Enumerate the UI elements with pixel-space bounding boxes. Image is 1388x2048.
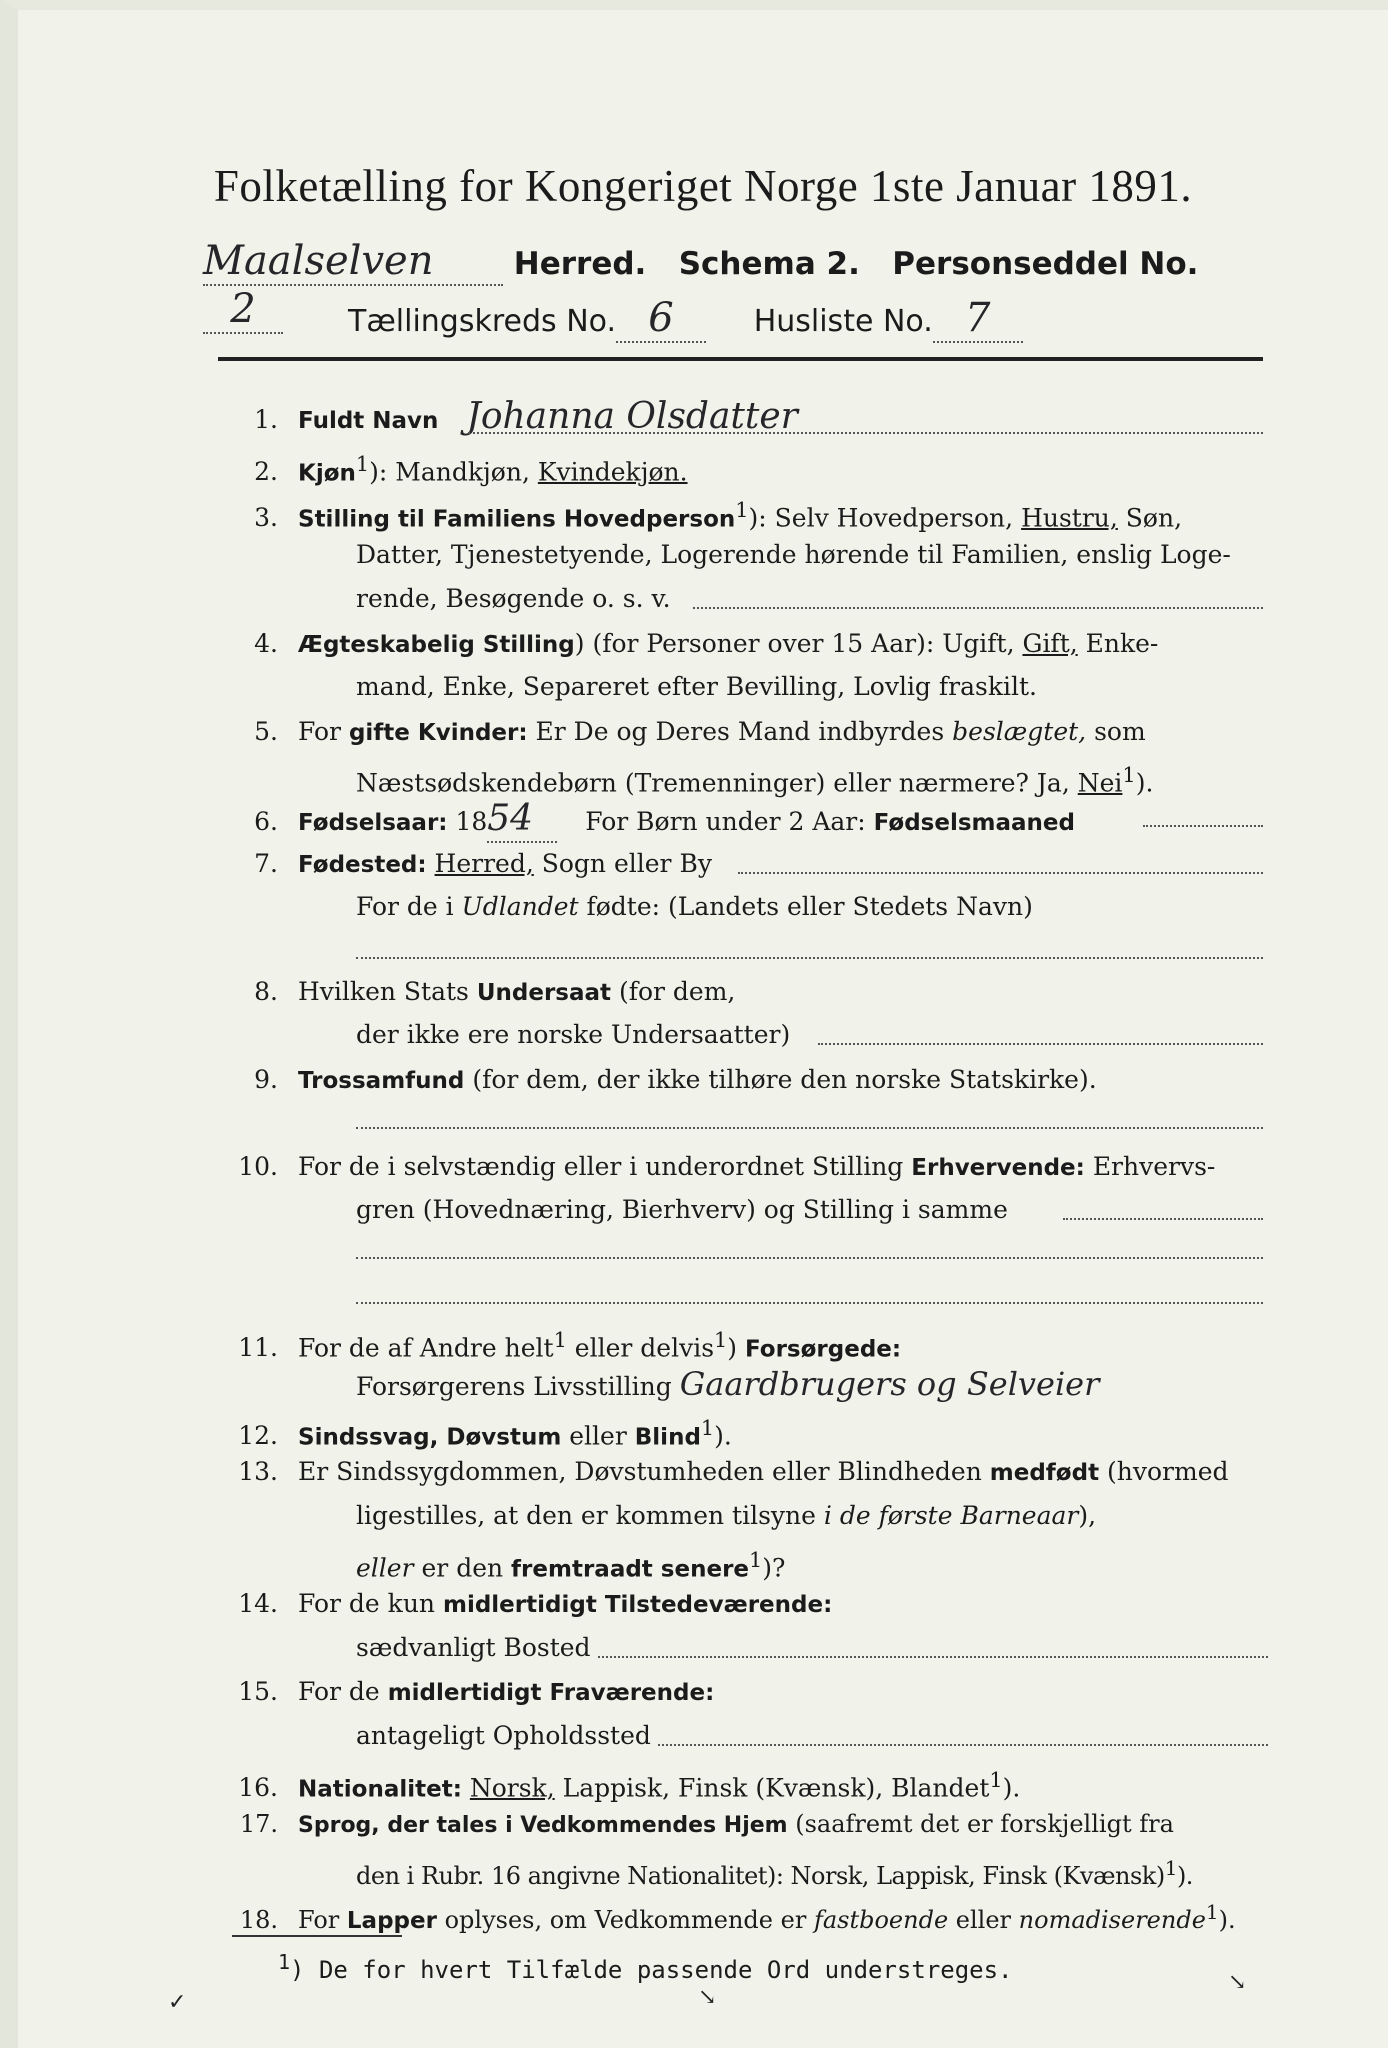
fill-line: [738, 870, 1263, 874]
item-label: Fødselsaar:: [298, 810, 448, 836]
item-text: er den: [421, 1553, 504, 1583]
item-text: ).: [1176, 1862, 1193, 1890]
item-text: eller: [955, 1906, 1012, 1934]
item-text: (hvormed: [1107, 1457, 1229, 1486]
full-name-value[interactable]: Johanna Olsdatter: [466, 396, 798, 437]
footnote-ref: 1: [749, 1548, 763, 1572]
municipality-value[interactable]: Maalselven: [203, 238, 503, 286]
item-label: Sprog, der tales i Vedkommendes Hjem: [298, 1813, 788, 1838]
item-14-line-2: sædvanligt Bosted: [356, 1633, 591, 1662]
footnote-ref: 1: [735, 498, 749, 522]
item-text: Søn,: [1125, 503, 1183, 533]
item-text: den i Rubr. 16 angivne Nationalitet): Norsk, Lappisk, Finsk (Kvænsk): [356, 1862, 1165, 1890]
item-text: ).: [1135, 768, 1154, 798]
birth-month-line: [1143, 823, 1263, 827]
item-text: (for dem, der ikke tilhøre den norske Statskirke).: [472, 1065, 1097, 1094]
item-emphasis: eller: [356, 1553, 414, 1583]
fill-line: [658, 1742, 1268, 1746]
fill-line: [356, 955, 1263, 959]
footnote-text: ) De for hvert Tilfælde passende Ord understreges.: [290, 1956, 1013, 1984]
option-gift[interactable]: Gift,: [1022, 629, 1078, 658]
item-emphasis: beslægtet,: [952, 717, 1087, 746]
item-text: ):: [369, 457, 396, 487]
footnote-ref: 1: [553, 1328, 567, 1352]
item-label: Ægteskabelig Stilling: [298, 632, 575, 658]
item-number: 14.: [238, 1589, 278, 1618]
item-label: Nationalitet:: [298, 1776, 462, 1803]
item-1: [218, 395, 1268, 443]
item-number: 5.: [254, 717, 278, 746]
header-divider: [218, 357, 1263, 361]
item-3-line-3: [356, 577, 671, 621]
fill-line: [356, 1125, 1263, 1129]
item-text: For de af Andre helt: [298, 1333, 554, 1363]
item-number: 18.: [239, 1906, 278, 1934]
item-text: fødte: (Landets eller Stedets Navn): [586, 892, 1033, 921]
item-text: Hvilken Stats: [298, 977, 469, 1006]
item-17: [218, 1802, 1268, 1848]
fill-line: [356, 1255, 1263, 1259]
item-label: midlertidigt Fraværende:: [387, 1680, 715, 1706]
item-7: [218, 842, 1268, 887]
item-8-line-2: der ikke ere norske Undersaatter): [356, 1020, 791, 1049]
item-emphasis: nomadiserende: [1018, 1906, 1206, 1934]
footnote-ref: 1: [700, 1416, 715, 1440]
item-text: For: [298, 1906, 340, 1934]
item-text: Erhvervs-: [1092, 1152, 1216, 1181]
footnote-ref: 1: [989, 1768, 1003, 1792]
personseddel-label: Personseddel No.: [892, 246, 1199, 282]
full-name-line: [468, 430, 1263, 434]
option-hustru[interactable]: Hustru,: [1021, 503, 1118, 533]
item-4: [218, 622, 1268, 667]
tick-mark: ✓: [168, 1990, 187, 2015]
item-number: 4.: [254, 629, 278, 658]
item-text: ): Selv Hovedperson,: [748, 503, 1014, 533]
item-number: 15.: [238, 1677, 278, 1706]
provider-occupation-value[interactable]: Gaardbrugers og Selveier: [679, 1365, 1100, 1403]
item-label: Stilling til Familiens Hovedperson: [298, 506, 736, 533]
kreds-number[interactable]: 6: [616, 295, 706, 343]
birth-year-value[interactable]: 54: [487, 797, 557, 843]
personseddel-number[interactable]: 2: [203, 286, 283, 334]
item-text: ) (for Personer over 15 Aar): Ugift,: [574, 629, 1015, 658]
item-15-line-2: antageligt Opholdssted: [356, 1721, 651, 1750]
item-emphasis: Udlandet: [461, 892, 579, 921]
item-number: 10.: [238, 1152, 278, 1181]
option-herred[interactable]: Herred,: [434, 849, 534, 878]
item-text: ).: [714, 1421, 732, 1451]
item-number: 9.: [254, 1065, 278, 1094]
item-text: ),: [1078, 1501, 1097, 1530]
item-text: ).: [1218, 1906, 1236, 1934]
item-13: [218, 1450, 1268, 1495]
item-text: rende, Besøgende o. s. v.: [356, 584, 671, 613]
item-5: [218, 710, 1268, 755]
item-text: Enke-: [1085, 629, 1159, 658]
fill-line: [1063, 1216, 1263, 1220]
item-text: (for dem,: [618, 977, 736, 1006]
item-text: For de: [298, 1677, 380, 1706]
item-number: 16.: [238, 1773, 278, 1803]
item-text: eller: [569, 1421, 627, 1451]
fill-line: [356, 1300, 1263, 1304]
item-label: Forsørgede:: [745, 1336, 902, 1363]
item-label: midlertidigt Tilstedeværende:: [442, 1592, 833, 1618]
husliste-number[interactable]: 7: [933, 295, 1023, 343]
footnote-marker: 1: [278, 1950, 291, 1974]
item-number: 1.: [254, 405, 278, 434]
item-text: ).: [1002, 1773, 1021, 1803]
footnote: [278, 1950, 1013, 1984]
item-text: Sogn eller By: [541, 849, 712, 878]
item-emphasis: i de første Barneaar: [823, 1501, 1079, 1530]
item-3-line-2: Datter, Tjenestetyende, Logerende hørende til Familien, enslig Loge-: [356, 540, 1231, 569]
item-label: gifte Kvinder:: [348, 720, 528, 746]
item-text: oplyses, om Vedkommende er: [444, 1906, 807, 1934]
item-label: Sindssvag, Døvstum: [298, 1424, 562, 1451]
item-label: medfødt: [989, 1460, 1100, 1486]
item-label: Fuldt Navn: [298, 408, 439, 434]
item-text: eller delvis: [574, 1333, 715, 1363]
item-label: Lapper: [346, 1908, 437, 1934]
kreds-label: Tællingskreds No.: [348, 304, 616, 339]
item-number: 7.: [254, 849, 278, 878]
item-label: Undersaat: [476, 980, 612, 1006]
item-text: Er De og Deres Mand indbyrdes: [535, 717, 945, 746]
item-14: [218, 1582, 1268, 1627]
item-text: For de i: [356, 892, 454, 921]
year-prefix: 18: [455, 807, 488, 836]
herred-label: Herred.: [513, 246, 647, 282]
item-number: 3.: [254, 503, 278, 533]
item-text: Lappisk, Finsk (Kvænsk), Blandet: [562, 1773, 990, 1803]
fill-line: [693, 605, 1263, 609]
item-text: For Børn under 2 Aar:: [585, 807, 866, 836]
tick-mark: ↘: [1228, 1970, 1247, 1995]
item-label: Fødselsmaaned: [873, 810, 1075, 836]
item-10-line-2: gren (Hovednæring, Bierhverv) og Stilling i samme: [356, 1195, 1008, 1224]
item-11: 11. For de af Andre helt$^1$ eller delvis$^1$) Forsørgede:: [218, 1318, 1268, 1371]
item-label: Fødested:: [298, 852, 427, 878]
option-nei[interactable]: Nei: [1077, 768, 1123, 798]
item-emphasis: fastboende: [813, 1906, 949, 1934]
item-text: Forsørgerens Livsstilling: [356, 1372, 672, 1401]
item-text: (saafremt det er forskjelligt fra: [795, 1810, 1174, 1838]
item-10: [218, 1145, 1268, 1190]
option-kvindekjon[interactable]: Kvindekjøn.: [537, 457, 688, 487]
option-mandkjon[interactable]: Mandkjøn,: [395, 457, 530, 487]
footnote-divider: [232, 1935, 402, 1937]
item-number: 17.: [239, 1810, 278, 1838]
item-label: Blind: [634, 1424, 701, 1451]
item-number: 11.: [238, 1333, 278, 1363]
item-text: ligestilles, at den er kommen tilsyne: [356, 1501, 816, 1530]
footnote-ref: 1: [714, 1328, 728, 1352]
item-6: [218, 797, 1268, 845]
footnote-ref: 1: [1164, 1856, 1177, 1880]
footnote-ref: 1: [1122, 763, 1136, 787]
item-text: Er Sindssygdommen, Døvstumheden eller Blindheden: [298, 1457, 982, 1486]
item-7-line-2: [356, 885, 1033, 929]
item-number: 2.: [254, 457, 278, 487]
item-label: fremtraadt senere: [511, 1556, 750, 1583]
item-4-line-2: mand, Enke, Separeret efter Bevilling, Lovlig fraskilt.: [356, 672, 1037, 701]
item-8: [218, 970, 1268, 1015]
form-title: Folketælling for Kongeriget Norge 1ste Januar 1891.: [213, 161, 1193, 211]
item-9: [218, 1058, 1268, 1103]
item-text: For de kun: [298, 1589, 436, 1618]
fill-line: [818, 1041, 1263, 1045]
item-text: For de i selvstændig eller i underordnet Stilling: [298, 1152, 904, 1181]
option-norsk[interactable]: Norsk,: [469, 1773, 555, 1803]
item-label: Kjøn: [298, 460, 356, 487]
item-11-line-2: [356, 1362, 1099, 1409]
fill-line: [598, 1654, 1268, 1658]
schema-label: Schema 2.: [678, 246, 860, 282]
footnote-ref: 1: [1205, 1900, 1219, 1924]
item-number: 13.: [238, 1457, 278, 1486]
item-number: 6.: [254, 807, 278, 836]
kreds-line: [348, 295, 1248, 343]
item-label: Trossamfund: [298, 1068, 465, 1094]
item-13-line-2: [356, 1494, 1096, 1538]
item-text: For: [298, 717, 341, 746]
item-text: )?: [762, 1553, 786, 1583]
item-15: [218, 1670, 1268, 1715]
tick-mark: ↘: [698, 1985, 717, 2010]
item-text: Næstsødskendebørn (Tremenninger) eller nærmere? Ja,: [356, 768, 1070, 798]
item-text: som: [1094, 717, 1146, 746]
item-number: 12.: [238, 1421, 278, 1451]
item-label: Erhvervende:: [911, 1155, 1085, 1181]
footnote-ref: 1: [355, 452, 370, 476]
item-number: 8.: [254, 977, 278, 1006]
husliste-label: Husliste No.: [753, 304, 933, 339]
